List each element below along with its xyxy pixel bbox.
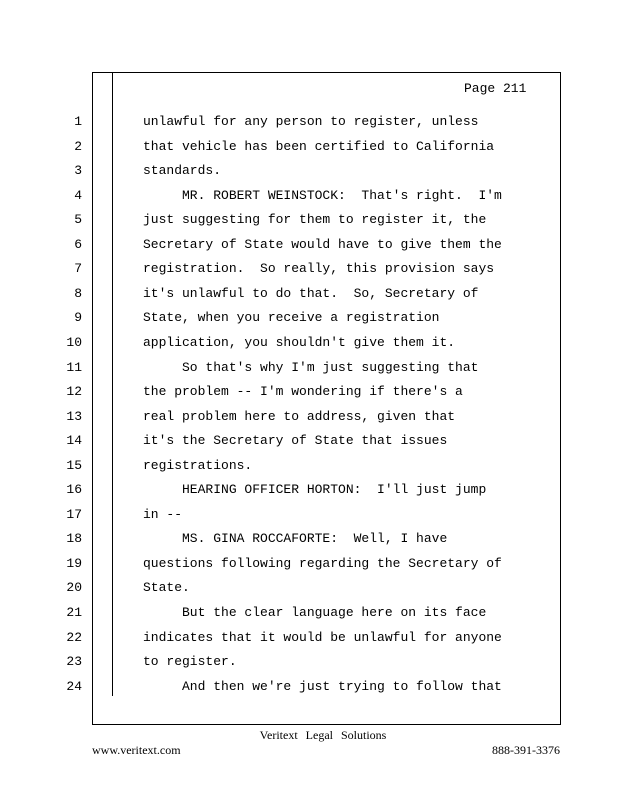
footer-phone: 888-391-3376: [492, 743, 560, 757]
line-number: 20: [66, 580, 82, 595]
line-number: 14: [66, 433, 82, 448]
transcript-line-text: indicates that it would be unlawful for anyone: [143, 630, 502, 645]
transcript-line-text: in --: [143, 507, 183, 522]
transcript-line-text: MR. ROBERT WEINSTOCK: That's right. I'm: [143, 188, 502, 203]
transcript-line-text: it's unlawful to do that. So, Secretary of: [143, 286, 479, 301]
line-number: 3: [74, 163, 82, 178]
line-number: 2: [74, 139, 82, 154]
line-number: 18: [66, 531, 82, 546]
transcript-line-text: that vehicle has been certified to California: [143, 139, 495, 154]
line-number: 7: [74, 261, 82, 276]
line-number: 4: [74, 188, 82, 203]
transcript-line-text: standards.: [143, 163, 222, 178]
line-number: 17: [66, 507, 82, 522]
transcript-line-text: the problem -- I'm wondering if there's a: [143, 384, 463, 399]
line-number: 1: [74, 114, 82, 129]
line-number: 16: [66, 482, 82, 497]
transcript-line-text: Secretary of State would have to give them the: [143, 237, 502, 252]
transcript-line-text: application, you shouldn't give them it.: [143, 335, 456, 350]
transcript-line-text: State.: [143, 580, 190, 595]
transcript-line-text: registration. So really, this provision says: [143, 261, 495, 276]
transcript-line-text: MS. GINA ROCCAFORTE: Well, I have: [143, 531, 448, 546]
transcript-line-text: registrations.: [143, 458, 253, 473]
transcript-line-text: unlawful for any person to register, unless: [143, 114, 479, 129]
line-number: 22: [66, 630, 82, 645]
transcript-line-text: real problem here to address, given that: [143, 409, 456, 424]
line-number: 11: [66, 360, 82, 375]
footer-website: www.veritext.com: [92, 743, 181, 757]
transcript-line-text: questions following regarding the Secretary of: [143, 556, 502, 571]
transcript-line-text: just suggesting for them to register it, the: [143, 212, 487, 227]
transcript-line-text: HEARING OFFICER HORTON: I'll just jump: [143, 482, 487, 497]
transcript-line-text: So that's why I'm just suggesting that: [143, 360, 479, 375]
line-number: 8: [74, 286, 82, 301]
transcript-line-text: And then we're just trying to follow that: [143, 679, 502, 694]
line-number: 19: [66, 556, 82, 571]
transcript-line-text: it's the Secretary of State that issues: [143, 433, 448, 448]
line-number: 23: [66, 654, 82, 669]
line-number-divider: [112, 72, 113, 696]
line-number: 15: [66, 458, 82, 473]
line-number: 9: [74, 310, 82, 325]
line-number: 13: [66, 409, 82, 424]
line-number: 10: [66, 335, 82, 350]
footer-company: Veritext Legal Solutions: [259, 728, 387, 742]
line-number: 6: [74, 237, 82, 252]
transcript-line-text: to register.: [143, 654, 237, 669]
line-number: 5: [74, 212, 82, 227]
line-number: 21: [66, 605, 82, 620]
line-number: 12: [66, 384, 82, 399]
transcript-line-text: But the clear language here on its face: [143, 605, 487, 620]
page-number: Page 211: [464, 81, 527, 96]
line-number: 24: [66, 679, 82, 694]
transcript-line-text: State, when you receive a registration: [143, 310, 440, 325]
